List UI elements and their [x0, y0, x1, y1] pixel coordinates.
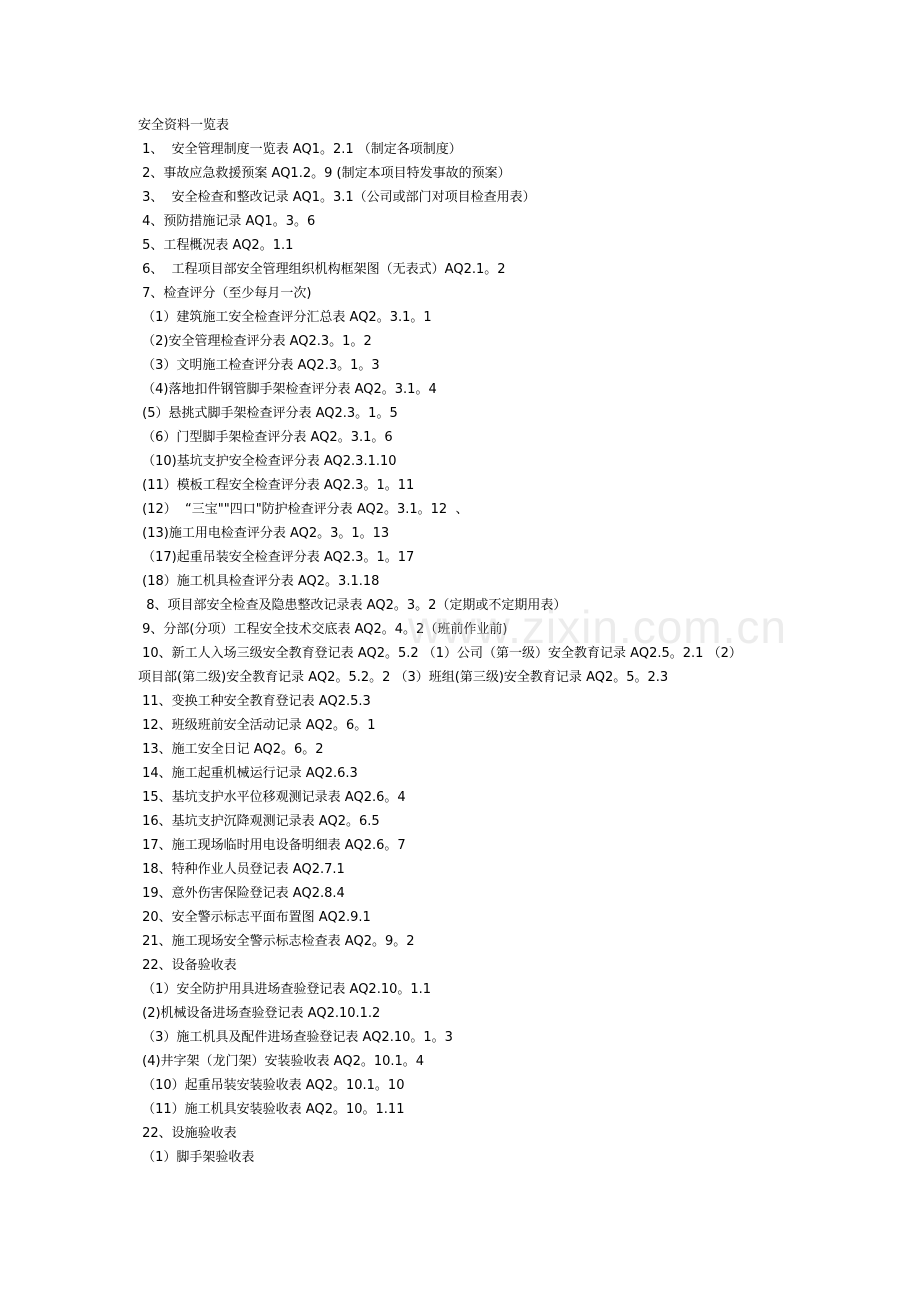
list-item: 20、安全警示标志平面布置图 AQ2.9.1 — [138, 910, 371, 925]
list-item: （17)起重吊装安全检查评分表 AQ2.3。1。17 — [138, 550, 415, 565]
list-item-continuation: 项目部(第二级)安全教育记录 AQ2。5.2。2 （3）班组(第三级)安全教育记录 AQ2。5。2.3 — [138, 670, 669, 685]
list-item: 12、班级班前安全活动记录 AQ2。6。1 — [138, 718, 376, 733]
list-item: （2)安全管理检查评分表 AQ2.3。1。2 — [138, 334, 372, 349]
list-item: (11）模板工程安全检查评分表 AQ2.3。1。11 — [138, 478, 415, 493]
list-item: 16、基坑支护沉降观测记录表 AQ2。6.5 — [138, 814, 380, 829]
list-item: 5、工程概况表 AQ2。1.1 — [138, 238, 294, 253]
list-item: 7、检查评分（至少每月一次) — [138, 286, 312, 301]
list-item: 2、事故应急救援预案 AQ1.2。9 (制定本项目特发事故的预案） — [138, 166, 511, 181]
list-item: （10)基坑支护安全检查评分表 AQ2.3.1.10 — [138, 454, 397, 469]
list-item: 21、施工现场安全警示标志检查表 AQ2。9。2 — [138, 934, 415, 949]
list-item: 22、设施验收表 — [138, 1126, 237, 1141]
list-item: 15、基坑支护水平位移观测记录表 AQ2.6。4 — [138, 790, 406, 805]
list-item: （1）脚手架验收表 — [138, 1150, 255, 1165]
list-item: 13、施工安全日记 AQ2。6。2 — [138, 742, 324, 757]
document-body — [138, 114, 800, 1170]
list-item: （6）门型脚手架检查评分表 AQ2。3.1。6 — [138, 430, 393, 445]
list-item: （10）起重吊装安装验收表 AQ2。10.1。10 — [138, 1078, 405, 1093]
list-item: （3）文明施工检查评分表 AQ2.3。1。3 — [138, 358, 380, 373]
list-item: 1、 安全管理制度一览表 AQ1。2.1 （制定各项制度） — [138, 142, 462, 157]
list-item: 8、项目部安全检查及隐患整改记录表 AQ2。3。2（定期或不定期用表） — [138, 598, 567, 613]
list-item: （11）施工机具安装验收表 AQ2。10。1.11 — [138, 1102, 405, 1117]
list-item: （4)落地扣件钢管脚手架检查评分表 AQ2。3.1。4 — [138, 382, 437, 397]
list-item: （3）施工机具及配件进场查验登记表 AQ2.10。1。3 — [138, 1030, 453, 1045]
list-item: 9、分部(分项）工程安全技术交底表 AQ2。4。2（班前作业前) — [138, 622, 508, 637]
list-item: (18）施工机具检查评分表 AQ2。3.1.18 — [138, 574, 380, 589]
list-item: (12） “三宝""四口"防护检查评分表 AQ2。3.1。12 、 — [138, 502, 469, 517]
list-item: (5）悬挑式脚手架检查评分表 AQ2.3。1。5 — [138, 406, 398, 421]
list-item: (13)施工用电检查评分表 AQ2。3。1。13 — [138, 526, 390, 541]
list-item: 10、新工人入场三级安全教育登记表 AQ2。5.2 （1）公司（第一级）安全教育记录 AQ2.5。2.1 （2） — [138, 646, 742, 661]
list-item: 11、变换工种安全教育登记表 AQ2.5.3 — [138, 694, 371, 709]
list-item: （1）建筑施工安全检查评分汇总表 AQ2。3.1。1 — [138, 310, 432, 325]
list-item: 22、设备验收表 — [138, 958, 237, 973]
list-item: 18、特种作业人员登记表 AQ2.7.1 — [138, 862, 345, 877]
watermark: www.zixin.com.cn — [408, 601, 787, 653]
list-item: 3、 安全检查和整改记录 AQ1。3.1（公司或部门对项目检查用表） — [138, 190, 536, 205]
list-item: (2)机械设备进场查验登记表 AQ2.10.1.2 — [138, 1006, 381, 1021]
list-item: 4、预防措施记录 AQ1。3。6 — [138, 214, 316, 229]
list-item: （1）安全防护用具进场查验登记表 AQ2.10。1.1 — [138, 982, 432, 997]
list-item: 17、施工现场临时用电设备明细表 AQ2.6。7 — [138, 838, 406, 853]
list-item: 6、 工程项目部安全管理组织机构框架图（无表式）AQ2.1。2 — [138, 262, 506, 277]
list-item: (4)井字架（龙门架）安装验收表 AQ2。10.1。4 — [138, 1054, 425, 1069]
document-title: 安全资料一览表 — [138, 118, 230, 133]
list-item: 14、施工起重机械运行记录 AQ2.6.3 — [138, 766, 358, 781]
list-item: 19、意外伤害保险登记表 AQ2.8.4 — [138, 886, 345, 901]
